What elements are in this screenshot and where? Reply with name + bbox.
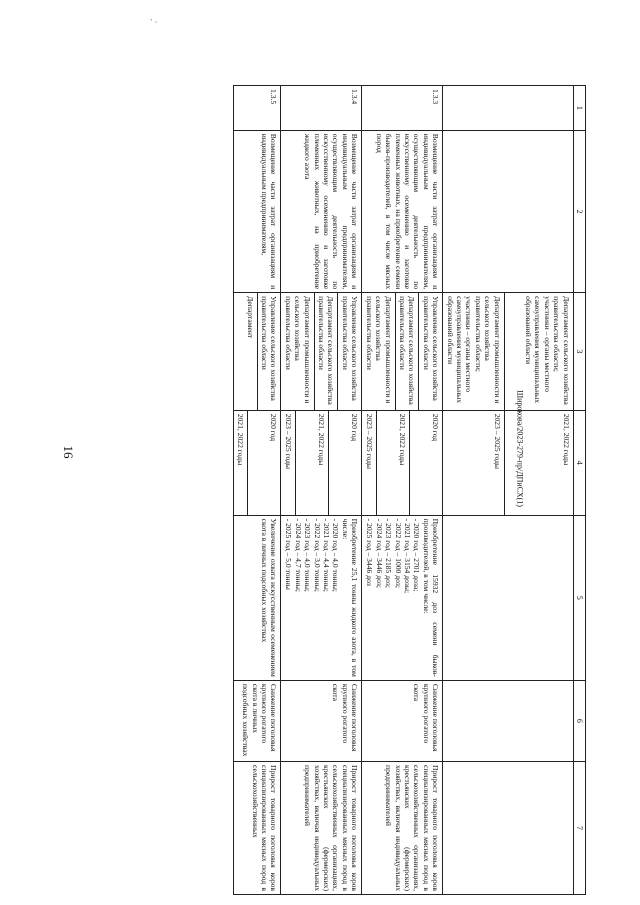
period-cell: 2021, 2022 годы [376,411,409,515]
row-number: 1.3.4 [281,86,362,131]
measure-name: Возмещение части затрат организациям и индивидуальным предпринимателям, осуществляющим деятельность по искусственному осеменению и заготовке племенных животных, на приобретение жидкого азота [281,130,362,292]
executor-cell: Департамент промышленности и сельского хозяйства правительства области; участники – органы местного самоуправления муниципальных образований области [445,296,502,404]
scan-specks: ` · [150,18,158,27]
period-cell: 2023 – 2025 годы [492,413,502,470]
executor-cell: Управление сельского хозяйства правительства области [338,293,362,410]
indicator-cell: Прирост товарного поголовья коров специализированных мясных пород в сельскохозяйственных [234,762,281,895]
period-cell: 2020 год [247,411,280,515]
result-item: - 2025 год – 3446 доз [365,518,375,586]
period-cell: 2020 год [328,411,361,515]
result-heading: Приобретение 15932 доз семени быков-производителей, в том числе: [421,518,441,677]
expected-result [281,515,362,680]
table-row [281,86,362,895]
measures-table [233,85,586,895]
executor-cell: Департамент сельского хозяйства правительства области [395,293,419,410]
header-col-7: 7 [573,762,585,895]
header-col-4: 4 [573,410,585,515]
result-item: - 2021 год – 3154 дозы; [402,518,412,594]
header-col-5: 5 [573,515,585,680]
measure-name: Возмещение части затрат организациям и индивидуальным предпринимателям, осуществляющим деятельность по искусственному осеменению и заготовке племенных животных, на приобретение семени быков-производителей, в том числе мясных пород [362,130,443,292]
header-col-6: 6 [573,680,585,761]
period-cell: 2021, 2022 годы [295,411,328,515]
expected-result [362,515,443,680]
executor-cell: Департамент [245,296,255,339]
indicator-cell: Прирост товарного поголовья коров специализированных мясных пород в сельскохозяйственных организациях, крестьянских (фермерских) хозяйствах, включая индивидуальных предпринимателей [281,762,362,895]
header-row [573,86,585,895]
row-number: 1.3.5 [234,86,281,131]
result-item: - 2025 год – 5,0 тонны [284,518,294,590]
header-col-2: 2 [573,130,585,292]
consequence-cell: Снижение поголовья крупного рогатого скота [281,680,362,761]
period-cell: 2023 – 2025 годы [365,413,375,470]
table-row [234,86,281,895]
result-item: - 2024 год – 3446 доз; [374,518,384,589]
consequence-cell: Снижение поголовья крупного рогатого скота [362,680,443,761]
result-item: - 2022 год – 1000 доз; [393,518,403,589]
executor-cell: Департамент промышленности и сельского хозяйства правительства области [283,296,312,404]
result-item: - 2024 год – 4,7 тонны; [293,518,303,592]
measure-name: Возмещение части затрат организациям и индивидуальным предпринимателям, [234,130,281,292]
table-row [443,86,573,895]
executor-cell: Департамент сельского хозяйства правительства области; участники – органы местного самоуправления муниципальных образований области [504,293,573,410]
indicator-cell: Прирост товарного поголовья коров специализированных мясных пород в сельскохозяйственных организациях, крестьянских (фермерских) хозяйствах, включая индивидуальных предпринимателей [362,762,443,895]
page-number: 16 [61,445,76,459]
header-col-1: 1 [573,86,585,131]
table-container [110,85,586,895]
result-item: - 2020 год – 4,0 тонны; [331,518,341,592]
rotated-table-frame [110,85,586,895]
executor-cell: Департамент промышленности и сельского хозяйства правительства области [364,296,393,404]
row-number: 1.3.3 [362,86,443,131]
result-item: - 2020 год – 2701 доза; [412,518,422,592]
result-heading: Приобретение 25,1 тонны жидкого азота, в том числе: [340,518,360,677]
expected-result: Увеличение охвата искусственным осеменением скота в личных подсобных хозяйствах [234,515,281,680]
table-row [362,86,443,895]
result-item: - 2022 год – 3,0 тонны; [312,518,322,592]
executor-cell: Управление сельского хозяйства правительства области [257,293,281,410]
period-cell: 2021, 2022 годы [504,411,573,515]
period-cell: 2020 год [409,411,442,515]
consequence-cell: Снижение поголовья крупного рогатого скота в личных подсобных хозяйствах [234,680,281,761]
result-item: - 2023 год – 4,0 тонны; [303,518,313,592]
executor-cell: Управление сельского хозяйства правительства области [418,293,442,410]
period-cell: 2021, 2022 годы [236,413,246,466]
period-cell: 2023 – 2025 годы [284,413,294,470]
result-item: - 2021 год – 4,4 тонны; [322,518,332,592]
document-reference: Широкова/2023-279-пр/ДПиСХ(1) [515,390,525,507]
header-col-3: 3 [573,293,585,411]
executor-cell: Департамент сельского хозяйства правительства области [314,293,338,410]
result-item: - 2023 год – 2185 доз; [384,518,394,589]
